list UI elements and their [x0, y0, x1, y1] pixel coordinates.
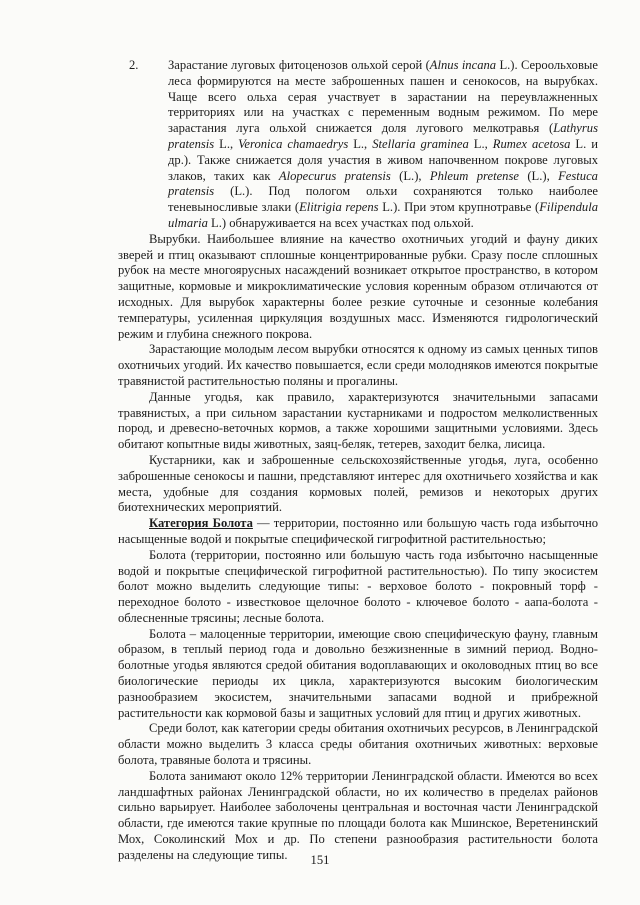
species-name: Alnus incana — [429, 58, 497, 72]
species-name: Rumex acetosa — [492, 136, 571, 151]
paragraph-bog-types: Болота (территории, постоянно или большую часть года избыточно насыщенные водой и покрытые специфической гигрофитной растительностью). По типу экосистем болот можно выделить следующие типы: - верховое болото - покровный торф - переходное болото - известковое щелочное болото - ключевое болото - аапа-болота - облесненные трясины; лесные болота. — [118, 547, 598, 625]
paragraph-regrowing-cuttings: Зарастающие молодым лесом вырубки относятся к одному из самых ценных типов охотничьих угодий. Их качество повышается, если среди молодняков имеются покрытые травянистой растительностью поляны и прогалины. — [118, 342, 598, 388]
paragraph-bog-classes: Среди болот, как категории среды обитания охотничьих ресурсов, в Ленинградской области можно выделить 3 класса среды обитания охотничьих животных: верховые болота, травяные болота и трясины. — [118, 721, 598, 768]
paragraph-shrubs: Кустарники, как и заброшенные сельскохозяйственные угодья, луга, особенно заброшенные сенокосы и пашни, представляют интерес для охотничьего хозяйства и как места, удобные для создания кормовых полей, ремизов и некоторых других биотехнических мероприятий. — [118, 452, 598, 515]
species-name: Phleum pretense — [429, 168, 519, 183]
list-item-number: 2. — [129, 58, 139, 72]
species-name: Alopecurus pratensis — [278, 168, 391, 183]
species-name: Filipendula ulmaria — [168, 200, 598, 230]
category-heading: Категория Болота — [149, 516, 253, 531]
list-item-2 — [118, 58, 598, 232]
species-name: Festuca pratensis — [168, 168, 598, 199]
page-number: 151 — [310, 853, 330, 867]
paragraph-category-bogs: Категория Болота — территории, постоянно или большую часть года избыточно насыщенные водой и покрытые специфической гигрофитной растительностью; — [118, 516, 598, 546]
document-page — [118, 58, 598, 864]
species-name: Veronica chamaedrys — [238, 136, 349, 151]
paragraph-bog-area: Болота занимают около 12% территории Ленинградской области. Имеются во всех ландшафтных районах Ленинградской области, но их количество в пределах районов сильно варьирует. Наиболее заболочены центральная и восточная части Ленинградской области, где имеются такие крупные по площади болота как Мшинское, Веретенинский Мох, Соколинский Мох и др. По степени разнообразия растительности болота разделены на следующие типы. — [118, 768, 598, 862]
list-item-text: Зарастание луговых фитоценозов ольхой серой (Alnus incana L.). Сероольховые леса формируются на месте заброшенных пашен и сенокосов, на вырубках. Чаще всего ольха серая участвует в зарастании на переувлажненных территориях или на участках с переменным водным режимом. По мере зарастания луга ольхой снижается доля лугового мелкотравья (Lathyrus pratensis L., Veronica chamaedrys L., Stellaria graminea L., Rumex acetosa L. и др.). Также снижается доля участия в живом напочвенном покрове луговых злаков, таких как Alopecurus pratensis (L.), Phleum pretense (L.), Festuca pratensis (L.). Под пологом ольхи сохраняются только наиболее теневыносливые злаки (Elitrigia repens L.). При этом крупнотравье (Filipendula ulmaria L.) обнаруживается на всех участках под ольхой. — [168, 58, 598, 230]
species-name: Stellaria graminea — [372, 136, 469, 151]
species-name: Elitrigia repens — [299, 200, 379, 215]
paragraph-bog-value: Болота – малоценные территории, имеющие свою специфическую фауну, главным образом, в теплый период года и довольно безжизненные в зимний период. Водно-болотные угодья являются средой обитания водоплавающих и околоводных птиц во все биологические периоды их цикла, характеризуются высоким биологическим разнообразием экосистем, значительными запасами водной и прибрежной растительности как кормовой базы и защитных условий для птиц и других животных. — [118, 626, 598, 720]
paragraph-lands-features: Данные угодья, как правило, характеризуются значительными запасами травянистых, а при сильном зарастании кустарниками и подростом мелколиственных пород, и древесно-веточных кормов, а также хорошими защитными условиями. Здесь обитают копытные виды животных, заяц-беляк, тетерев, заходит белка, лисица. — [118, 389, 598, 452]
paragraph-cuttings: Вырубки. Наибольшее влияние на качество охотничьих угодий и фауну диких зверей и птиц оказывают сплошные концентрированные рубки. Сразу после сплошных рубок на месте многоярусных насаждений возникает открытое пространство, в котором защитные, кормовые и микроклиматические условия коренным образом отличаются от исходных. Для вырубок характерны более резкие суточные и сезонные колебания температуры, усиленная циркуляция воздушных масс. Изменяются гидрологический режим и глубина снежного покрова. — [118, 231, 598, 341]
species-name: Lathyrus pratensis — [168, 121, 598, 151]
